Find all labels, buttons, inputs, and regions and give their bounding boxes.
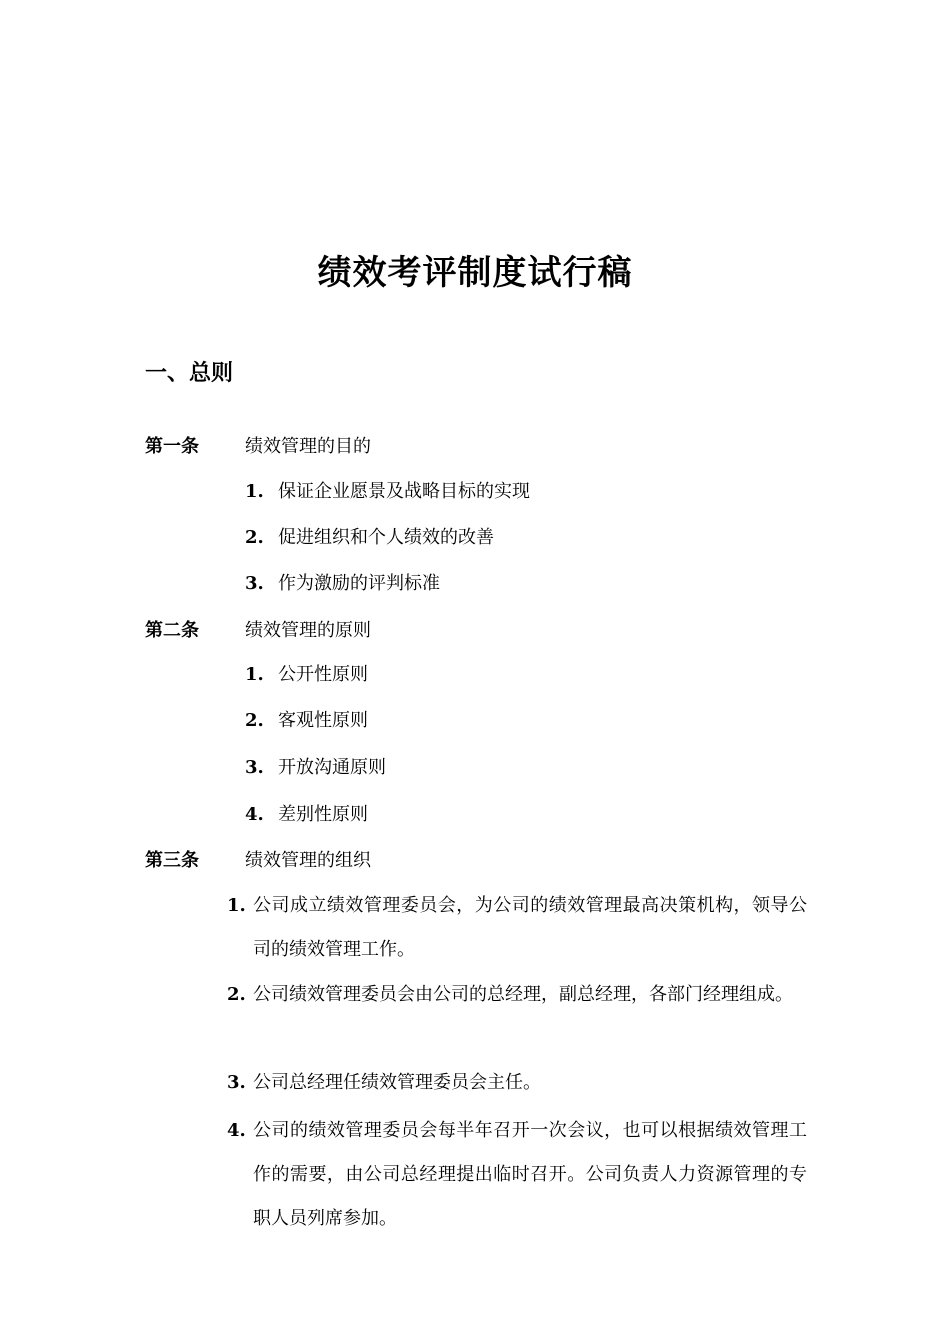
list-item — [245, 477, 530, 507]
item-number: 4. — [245, 804, 264, 825]
item-text: 差别性原则 — [278, 804, 368, 825]
item-text: 公司总经理任绩效管理委员会主任。 — [253, 1072, 541, 1093]
section-heading: 一、总则 — [145, 361, 234, 386]
list-item — [245, 569, 440, 599]
document-title: 绩效考评制度试行稿 — [317, 253, 633, 293]
item-number: 3. — [227, 1072, 246, 1093]
item-text: 作为激励的评判标准 — [278, 573, 440, 594]
item-number: 3. — [245, 757, 264, 778]
list-item — [227, 973, 807, 1017]
article-number: 第一条 — [145, 436, 199, 457]
item-number: 1. — [227, 895, 246, 916]
item-text: 公司绩效管理委员会由公司的总经理，副总经理，各部门经理组成。 — [253, 984, 793, 1005]
list-item — [227, 1061, 807, 1105]
item-number: 1. — [245, 481, 264, 502]
item-number: 2. — [245, 527, 264, 548]
item-text: 公司成立绩效管理委员会，为公司的绩效管理最高决策机构，领导公司的绩效管理工作。 — [253, 895, 807, 960]
list-item — [245, 523, 494, 553]
list-item — [245, 753, 386, 783]
list-item — [245, 660, 368, 690]
list-item — [245, 800, 368, 830]
item-text: 开放沟通原则 — [278, 757, 386, 778]
item-text: 公司的绩效管理委员会每半年召开一次会议，也可以根据绩效管理工作的需要，由公司总经理提出临时召开。公司负责人力资源管理的专职人员列席参加。 — [253, 1120, 807, 1229]
item-text: 公开性原则 — [278, 664, 368, 685]
item-text: 保证企业愿景及战略目标的实现 — [278, 481, 530, 502]
list-item — [227, 884, 807, 972]
article-number: 第二条 — [145, 620, 199, 641]
article-title: 绩效管理的原则 — [245, 620, 371, 641]
item-number: 3. — [245, 573, 264, 594]
list-item — [245, 706, 368, 736]
item-number: 4. — [227, 1120, 246, 1141]
item-number: 2. — [245, 710, 264, 731]
item-number: 2. — [227, 984, 246, 1005]
item-number: 1. — [245, 664, 264, 685]
article-title: 绩效管理的组织 — [245, 850, 371, 871]
article-number: 第三条 — [145, 850, 199, 871]
article-title: 绩效管理的目的 — [245, 436, 371, 457]
item-text: 促进组织和个人绩效的改善 — [278, 527, 494, 548]
item-text: 客观性原则 — [278, 710, 368, 731]
list-item — [227, 1109, 807, 1241]
